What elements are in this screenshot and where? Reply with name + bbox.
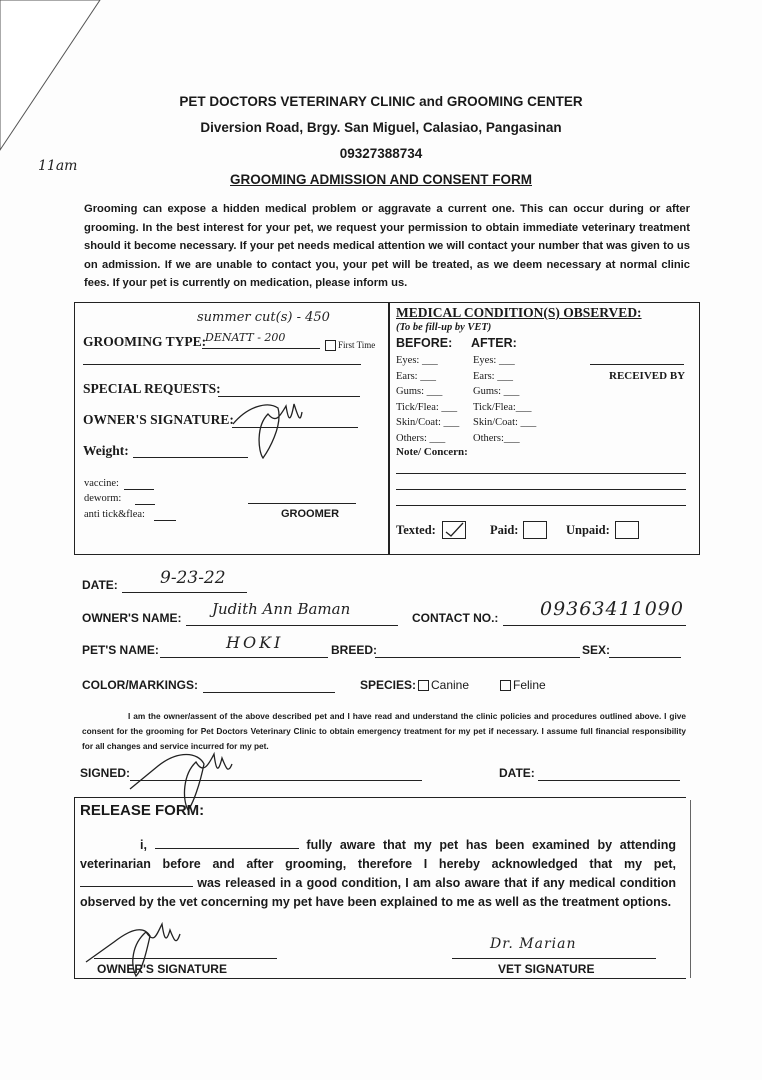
clinic-address: Diversion Road, Brgy. San Miguel, Calasiao, Pangasinan (200, 120, 562, 135)
sex-line[interactable] (609, 657, 681, 658)
note-line-2[interactable] (396, 489, 686, 490)
consent-date-label: DATE: (499, 766, 535, 780)
after-skin-coat[interactable]: Skin/Coat: ___ (473, 417, 537, 428)
owner-signature-line[interactable] (94, 958, 277, 959)
feline-label: Feline (513, 678, 546, 692)
contact-label: CONTACT NO.: (412, 611, 499, 625)
grooming-type-label: GROOMING TYPE: (83, 334, 207, 349)
note-line-1[interactable] (396, 473, 686, 474)
paid-checkbox[interactable] (523, 521, 547, 539)
medical-title: MEDICAL CONDITION(S) OBSERVED: (396, 305, 642, 320)
after-label: AFTER: (471, 336, 517, 350)
contact-value[interactable]: 09363411090 (540, 598, 684, 620)
first-time-label: First Time (338, 340, 376, 350)
grooming-type-line (202, 348, 320, 349)
release-paragraph (80, 836, 676, 912)
before-gums[interactable]: Gums: ___ (396, 386, 443, 397)
owner-signature-label: OWNER'S SIGNATURE (97, 962, 227, 976)
species-label: SPECIES: (360, 678, 417, 692)
time-note: 11am (38, 158, 78, 174)
owner-name-line[interactable] (186, 625, 398, 626)
breed-line[interactable] (375, 657, 580, 658)
weight-label: Weight: (83, 443, 129, 458)
date-value[interactable]: 9-23-22 (160, 568, 226, 588)
pet-name-value[interactable]: HOKI (226, 633, 284, 652)
sex-label: SEX: (582, 643, 611, 657)
after-tick-flea[interactable]: Tick/Flea:___ (473, 401, 532, 413)
received-by-label: RECEIVED BY (609, 370, 686, 382)
before-label: BEFORE: (396, 336, 453, 350)
pet-name-label: PET'S NAME: (82, 643, 159, 657)
vaccine-line[interactable] (124, 489, 154, 490)
owner-signature-scribble (228, 396, 308, 466)
anti-tick-label: anti tick&flea: (84, 509, 145, 520)
color-markings-label: COLOR/MARKINGS: (82, 678, 198, 692)
vet-signature-text: Dr. Marian (490, 936, 577, 952)
paid-label: Paid: (490, 523, 519, 537)
owners-signature-label: OWNER'S SIGNATURE: (83, 412, 234, 427)
received-by-line[interactable] (590, 364, 684, 365)
after-list (473, 353, 536, 446)
species-feline-option[interactable] (500, 678, 546, 692)
box-divider (388, 303, 390, 555)
before-skin-coat[interactable]: Skin/Coat: ___ (396, 417, 460, 428)
vaccine-label: vaccine: (84, 478, 119, 489)
before-eyes[interactable]: Eyes: ___ (396, 355, 438, 366)
after-others[interactable]: Others:___ (473, 432, 520, 444)
date-line[interactable] (122, 592, 247, 593)
release-i: i, (140, 838, 147, 852)
owner-name-label: OWNER'S NAME: (82, 611, 182, 625)
grooming-type-line-2 (83, 364, 361, 365)
after-eyes[interactable]: Eyes: ___ (473, 355, 515, 366)
note-line-3[interactable] (396, 505, 686, 506)
clinic-name: PET DOCTORS VETERINARY CLINIC and GROOMING CENTER (179, 94, 583, 109)
vet-signature-label: VET SIGNATURE (498, 962, 595, 976)
anti-tick-line[interactable] (154, 520, 176, 521)
release-form-title: RELEASE FORM: (80, 802, 205, 819)
medical-subtitle: (To be fill-up by VET) (396, 322, 492, 333)
breed-label: BREED: (331, 643, 378, 657)
pet-name-line[interactable] (160, 657, 328, 658)
before-tick-flea[interactable]: Tick/Flea: ___ (396, 401, 458, 413)
species-canine-option[interactable] (418, 678, 469, 692)
texted-check-mark (443, 522, 465, 538)
deworm-line[interactable] (135, 504, 155, 505)
after-gums[interactable]: Gums: ___ (473, 386, 520, 397)
date-label: DATE: (82, 578, 118, 592)
consent-date-line[interactable] (538, 780, 680, 781)
texted-checkbox[interactable] (442, 521, 466, 539)
release-owner-name-line[interactable] (155, 836, 299, 849)
consent-paragraph: I am the owner/assent of the above described pet and I have read and understand the clinic policies and procedures outlined above. I give consent for the grooming for Pet Doctors Veterinary Clinic to obtain emergency treatment for my pet if necessary. I assume full financial responsibility for all changes and service incurred for my pet. (82, 711, 686, 751)
feline-checkbox[interactable] (500, 680, 511, 691)
release-text-2: was released in a good condition, I am also aware that if any medical condition observed by the vet concerning my pet have been explained to me as well as the treatment options. (80, 876, 676, 909)
deworm-label: deworm: (84, 493, 122, 504)
groomer-line[interactable] (248, 503, 356, 504)
signed-label: SIGNED: (80, 766, 131, 780)
groomer-label: GROOMER (281, 508, 340, 520)
release-box-right-edge (690, 800, 691, 978)
release-text-1: fully aware that my pet has been examined by attending veterinarian before and after grooming, therefore I hereby acknowledged that my pet, (80, 838, 676, 871)
color-markings-line[interactable] (203, 692, 335, 693)
before-list (396, 353, 459, 446)
after-ears[interactable]: Ears: ___ (473, 370, 513, 382)
handwritten-services: summer cut(s) - 450 (197, 310, 330, 325)
unpaid-label: Unpaid: (566, 523, 610, 537)
form-title: GROOMING ADMISSION AND CONSENT FORM (230, 172, 532, 187)
page-corner-fold (0, 0, 110, 160)
release-pet-name-line[interactable] (80, 874, 193, 887)
weight-line[interactable] (133, 457, 248, 458)
vet-signature-line[interactable] (452, 958, 656, 959)
clinic-phone: 09327388734 (339, 146, 423, 161)
grooming-type-value[interactable]: DENATT - 200 (205, 331, 286, 344)
before-others[interactable]: Others: ___ (396, 432, 446, 444)
special-requests-label: SPECIAL REQUESTS: (83, 381, 221, 396)
note-concern-label: Note/ Concern: (396, 446, 468, 458)
first-time-box[interactable] (325, 340, 336, 351)
first-time-checkbox[interactable] (325, 340, 375, 351)
texted-label: Texted: (396, 523, 436, 537)
owner-name-value[interactable]: Judith Ann Baman (212, 600, 351, 618)
intro-paragraph: Grooming can expose a hidden medical problem or aggravate a current one. This can occur during or after grooming. In the best interest for your pet, we request your permission to obtain immediate veterinary treatment should it become necessary. If your pet needs medical attention we will contact your number that was given to us on admission. If we are unable to contact you, your pet will be treated, as we deem necessary at normal clinic fees. If your pet is currently on medication, please inform us. (84, 203, 690, 289)
canine-checkbox[interactable] (418, 680, 429, 691)
canine-label: Canine (431, 678, 470, 692)
unpaid-checkbox[interactable] (615, 521, 639, 539)
before-ears[interactable]: Ears: ___ (396, 370, 436, 382)
contact-line[interactable] (503, 625, 686, 626)
